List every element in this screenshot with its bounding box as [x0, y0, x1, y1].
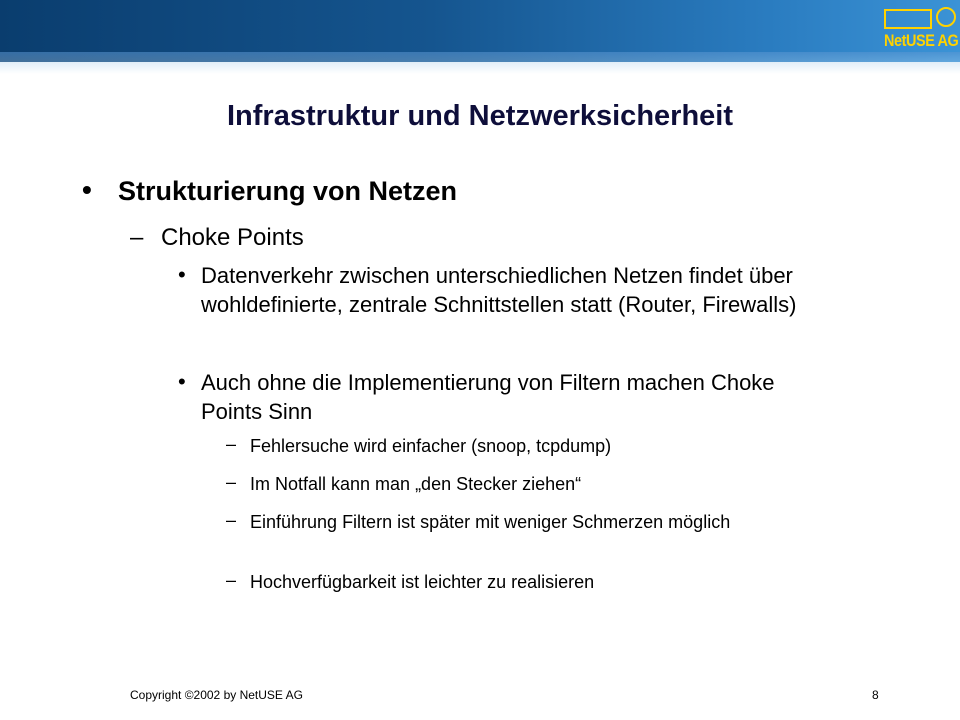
- logo-text: NetUSE AG: [884, 31, 959, 50]
- logo-circle-icon: [936, 7, 956, 27]
- dash-icon: –: [226, 570, 237, 590]
- heading-bullet-text: Strukturierung von Netzen: [118, 176, 458, 206]
- dash-icon: –: [226, 434, 237, 454]
- bullet-icon: •: [82, 174, 92, 205]
- bullet-icon: •: [178, 369, 186, 394]
- dash-icon: –: [130, 224, 144, 251]
- footer-copyright: Copyright ©2002 by NetUSE AG: [130, 688, 303, 702]
- slide-title: Infrastruktur und Netzwerksicherheit: [227, 100, 733, 132]
- dash-icon: –: [226, 510, 237, 530]
- list-item: Datenverkehr zwischen unterschiedlichen Netzen findet über wohldefinierte, zentrale Schnittstellen statt (Router, Firewalls): [201, 263, 797, 317]
- list-item: Auch ohne die Implementierung von Filtern machen Choke Points Sinn: [201, 370, 775, 424]
- logo-rectangle-icon: [884, 9, 932, 29]
- subheading-text: Choke Points: [161, 224, 304, 251]
- list-item: Einführung Filtern ist später mit weniger Schmerzen möglich: [250, 512, 731, 532]
- page-number: 8: [872, 688, 879, 702]
- list-item: Hochverfügbarkeit ist leichter zu realisieren: [250, 572, 595, 592]
- bullet-icon: •: [178, 262, 186, 287]
- header-fade: [0, 52, 960, 74]
- netuse-logo: [884, 7, 959, 53]
- list-item: Im Notfall kann man „den Stecker ziehen“: [250, 474, 582, 494]
- list-item: Fehlersuche wird einfacher (snoop, tcpdump): [250, 436, 612, 456]
- dash-icon: –: [226, 472, 237, 492]
